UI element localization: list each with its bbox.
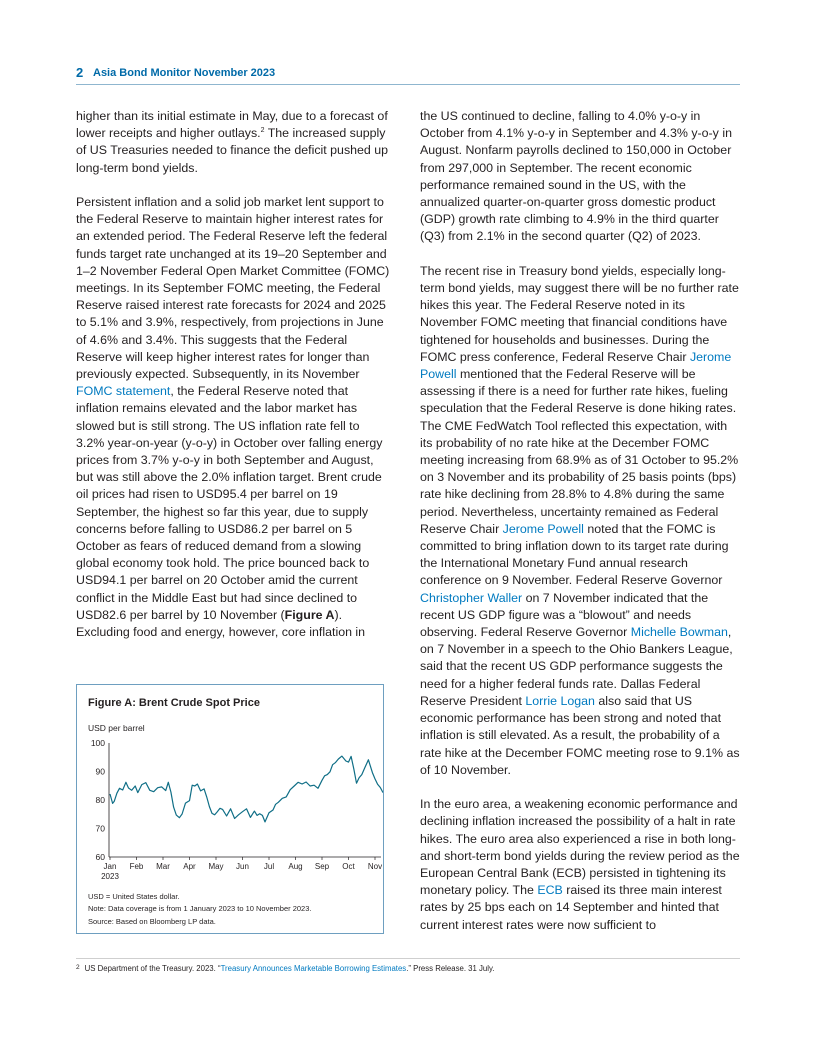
christopher-waller-link[interactable]: Christopher Waller — [420, 590, 523, 605]
lorrie-logan-link[interactable]: Lorrie Logan — [525, 693, 595, 708]
x-tick-label: Feb — [129, 862, 144, 871]
y-tick-label: 100 — [90, 738, 105, 748]
paragraph — [76, 194, 390, 641]
treasury-press-release-link[interactable]: Treasury Announces Marketable Borrowing Estimates — [220, 964, 407, 973]
x-tick-label: Apr — [183, 862, 196, 871]
x-tick-label: Sep — [314, 862, 330, 871]
page-number: 2 — [76, 65, 84, 80]
footnote-ref[interactable]: 2 — [260, 127, 265, 135]
x-tick-label: Nov — [367, 862, 383, 871]
right-column — [420, 108, 742, 934]
paragraph — [420, 263, 742, 779]
michelle-bowman-link[interactable]: Michelle Bowman — [630, 625, 728, 640]
header-divider — [76, 84, 740, 85]
brent-price-series-line — [110, 756, 383, 822]
paragraph: the US continued to decline, falling to 4.0% y-o-y in October from 4.1% y-o-y in September and 4.3% y-o-y in August. Nonfarm payrolls declined to 150,000 in October from 297,000 in September. The recent economic performance remained sound in the US, with the annualized quarter-on-quarter gross domestic product (GDP) growth rate climbing to 4.9% in the third quarter (Q3) from 2.1% in the second quarter (Q2) of 2023. — [420, 109, 732, 244]
x-tick-label: Jan — [103, 862, 117, 871]
text-run: Persistent inflation and a solid job market lent support to the Federal Reserve to maintain higher interest rates for an extended period. The Federal Reserve left the federal funds target rate unchanged at its 19–20 September and 1–2 November Federal Open Market Committee (FOMC) meetings. In its September FOMC meeting, the Federal Reserve raised interest rate forecasts for 2024 and 2025 to 5.1% and 3.9%, respectively, from projections in June of 4.6% and 3.4%. This suggests that the Federal Reserve will keep higher interest rates for longer than previously expected. Subsequently, in its November — [76, 195, 390, 382]
figure-note-coverage: Note: Data coverage is from 1 January 2023 to 10 November 2023. — [88, 904, 312, 914]
footnote-divider — [76, 958, 740, 959]
text-run: In the euro area, a weakening economic performance and declining inflation increased the possibility of a halt in rate hikes. The euro area also experienced a rise in both long- and short-term bond yields during the review period as the European Central Bank (ECB) persisted in tightening its monetary policy. The — [420, 797, 740, 898]
figure-note-abbrev: USD = United States dollar. — [88, 892, 180, 901]
footnote — [76, 964, 494, 973]
figure-reference: Figure A — [284, 607, 335, 622]
text-run: ). Excluding food and energy, however, core inflation in — [76, 607, 366, 640]
text-run: raised its three main interest rates by 25 bps each on 14 September and hinted that current interest rates were now sufficient to — [420, 883, 722, 932]
page-header — [76, 65, 740, 85]
figure-a-box — [76, 684, 384, 934]
figure-title: Figure A: Brent Crude Spot Price — [88, 697, 260, 709]
text-run: The recent rise in Treasury bond yields, especially long-term bond yields, may suggest there will be no further rate hikes this year. The Federal Reserve noted in its November FOMC meeting that financial conditions have tightened for households and businesses. During the FOMC press conference, Federal Reserve Chair — [420, 263, 739, 364]
x-tick-label: Oct — [342, 862, 355, 871]
left-column — [76, 108, 390, 641]
text-run: higher than its initial estimate in May, due to a forecast of lower receipts and higher outlays. — [76, 109, 388, 141]
x-tick-label: Aug — [288, 862, 303, 871]
publication-title: Asia Bond Monitor November 2023 — [93, 67, 276, 79]
figure-note-source: Source: Based on Bloomberg LP data. — [88, 916, 216, 926]
text-run: , on 7 November in a speech to the Ohio Bankers League, said that the recent US GDP performance suggests the need for a higher federal funds rate. Dallas Federal Reserve President — [420, 625, 733, 708]
jerome-powell-link[interactable]: Jerome Powell — [420, 349, 732, 382]
text-run: .” Press Release. 31 July. — [406, 964, 495, 973]
text-run: , the Federal Reserve noted that inflation remains elevated and the labor market has slowed but is still strong. The US inflation rate fell to 3.2% year-on-year (y-o-y) in October over falling energy prices from 3.7% y-o-y in both September and August, but was still above the 2.0% inflation target. Brent crude oil prices had risen to USD95.4 per barrel on 19 September, the highest so far this year, due to supply concerns before falling to USD86.2 per barrel on 5 October as fears of reduced demand from a slowing global economy took hold. The price bounced back to USD94.1 per barrel on 20 October amid the current conflict in the Middle East but had since declined to USD82.6 per barrel by 10 November ( — [76, 384, 383, 622]
figure-notes — [88, 891, 311, 928]
text-run: noted that the FOMC is committed to bring inflation down to its target rate during the International Monetary Fund annual research conference on 9 November. Federal Reserve Governor — [420, 521, 729, 588]
text-run: The increased supply of US Treasuries needed to finance the deficit pushed up long-term bond yields. — [76, 126, 389, 175]
text-run: US Department of the Treasury. 2023. “ — [84, 964, 221, 973]
x-tick-label: May — [208, 862, 224, 871]
text-run: on 7 November indicated that the recent US GDP figure was a “blowout” and needs observing. Federal Reserve Governor — [420, 590, 709, 640]
text-run: mentioned that the Federal Reserve will be assessing if there is a need for further rate hikes, fueling speculation that the Federal Reserve is done hiking rates. The CME FedWatch Tool reflected this expectation, with its probability of no rate hike at the December FOMC meeting increasing from 68.9% as of 31 October to 95.2% on 3 November and its probability of 25 basis points (bps) rate hike declining from 28.8% to 4.8% during the same period. Nevertheless, uncertainty remained as Federal Reserve Chair — [420, 367, 739, 536]
x-tick-label: Jul — [263, 862, 275, 871]
y-tick-label: 90 — [95, 766, 105, 777]
paragraph — [76, 108, 390, 177]
y-tick-label: 80 — [95, 795, 105, 805]
x-tick-year-label: 2023 — [101, 872, 119, 881]
jerome-powell-link[interactable]: Jerome Powell — [502, 521, 584, 536]
y-axis-unit-label: USD per barrel — [88, 723, 145, 733]
y-tick-label: 60 — [95, 852, 105, 862]
text-run: also said that US economic performance has been strong and noted that inflation is still elevated. As a result, the probability of a rate hike at the December FOMC meeting rose to 9.1% as of 10 November. — [420, 693, 740, 777]
x-tick-label: Mar — [156, 862, 170, 871]
footnote-number: 2 — [76, 964, 80, 971]
fomc-statement-link[interactable]: FOMC statement — [76, 384, 171, 399]
paragraph — [420, 796, 742, 934]
x-tick-label: Jun — [236, 862, 249, 871]
y-tick-label: 70 — [95, 823, 105, 834]
ecb-link[interactable]: ECB — [537, 883, 563, 898]
